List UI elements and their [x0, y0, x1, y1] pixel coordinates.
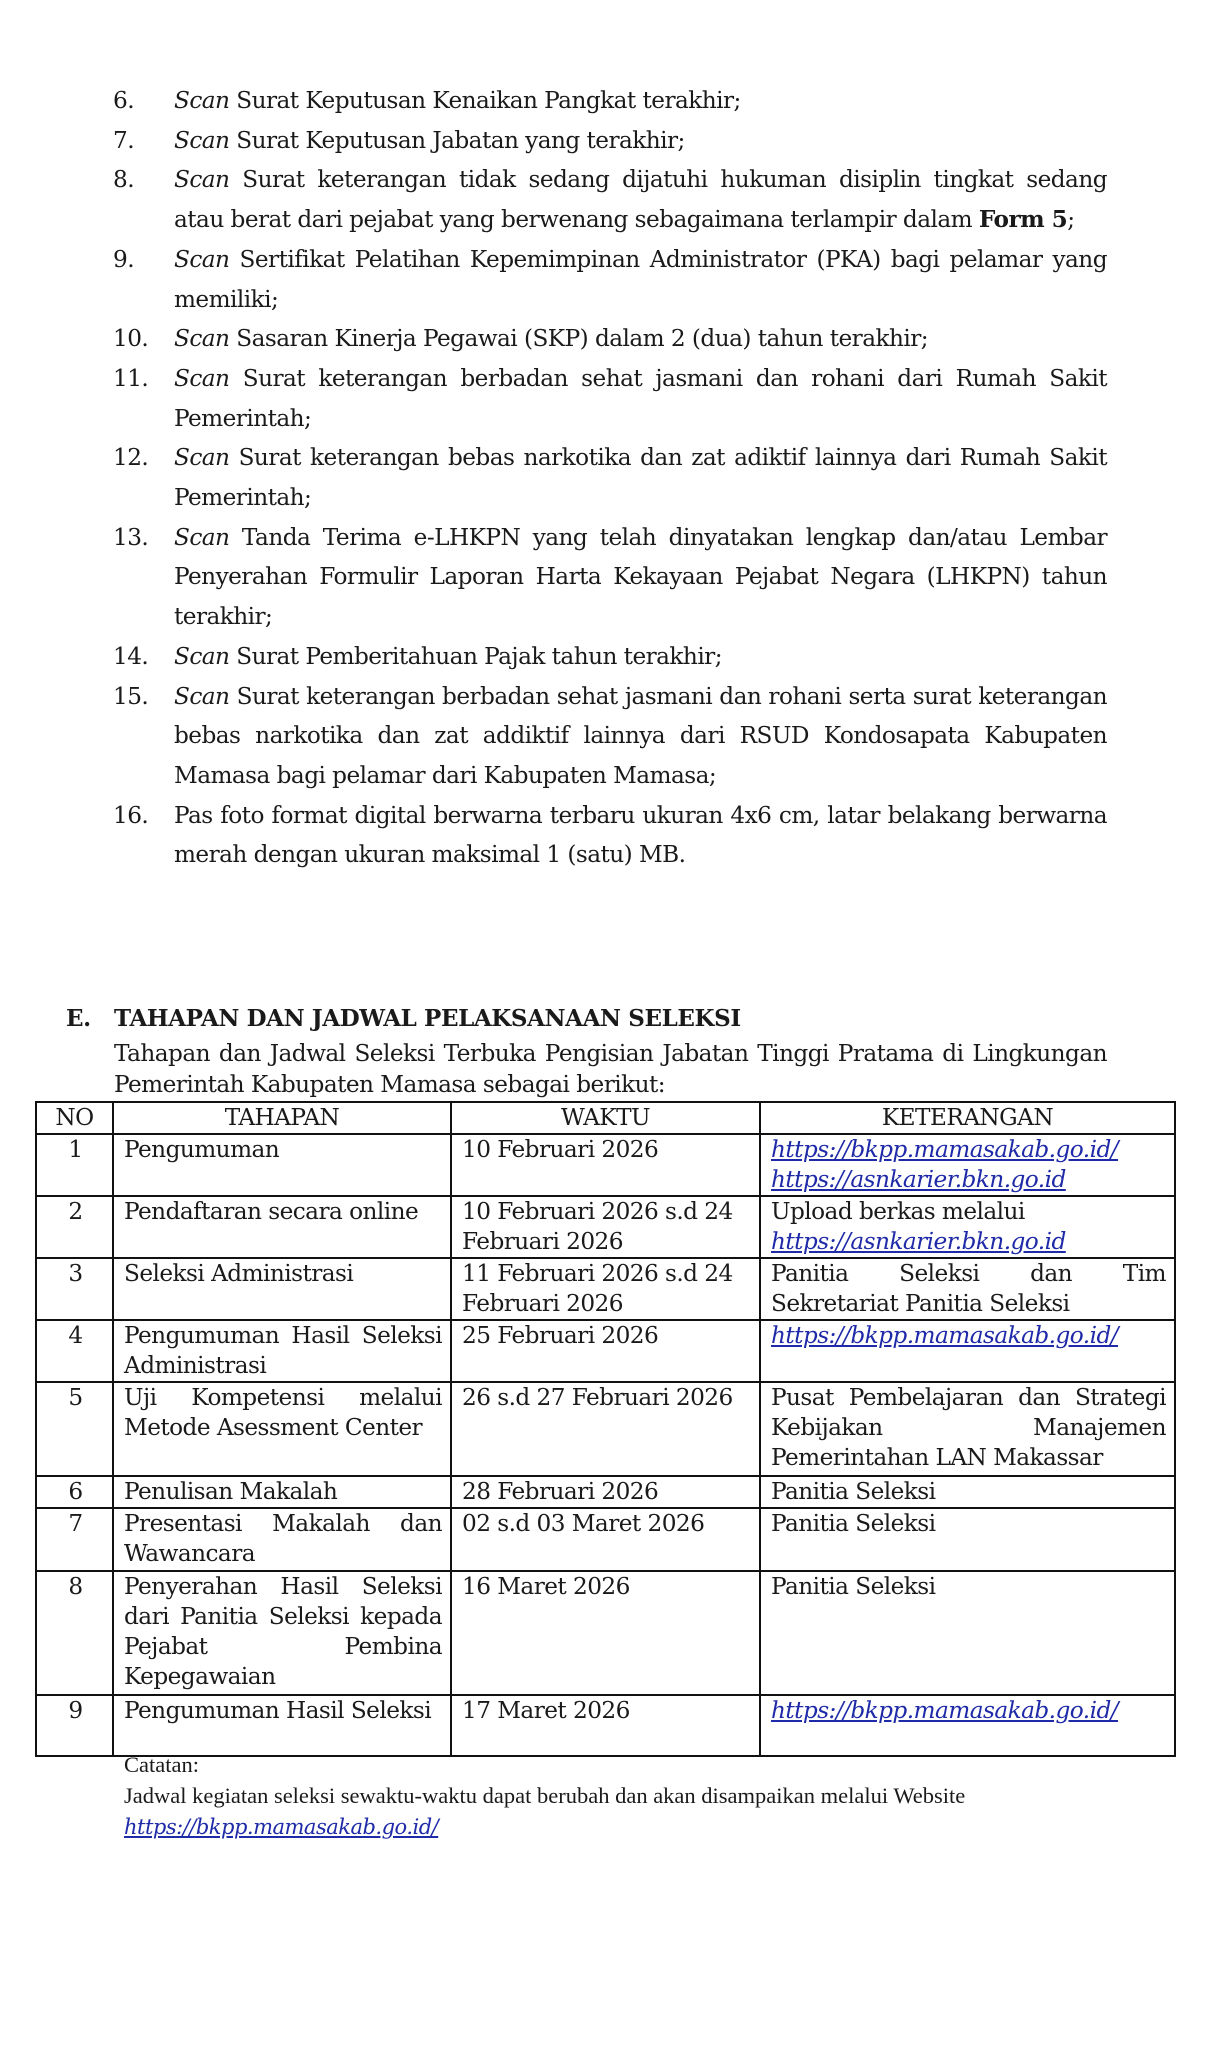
requirement-text: [174, 365, 1107, 432]
requirement-number: 7.: [113, 126, 135, 154]
cell-keterangan: [760, 1196, 1175, 1258]
cell-no: 7: [36, 1508, 113, 1571]
cell-waktu: 10 Februari 2026: [451, 1134, 760, 1196]
requirement-prefix: Scan: [174, 245, 230, 273]
cell-no: 1: [36, 1134, 113, 1196]
requirement-body: Surat keterangan bebas narkotika dan zat adiktif lainnya dari Rumah Sakit Pemerintah;: [174, 444, 1107, 512]
requirement-prefix: Scan: [174, 682, 230, 710]
requirement-number: 14.: [113, 642, 149, 670]
link-bkpp[interactable]: https://bkpp.mamasakab.go.id/: [771, 1697, 1119, 1724]
section-intro: Tahapan dan Jadwal Seleksi Terbuka Pengisian Jabatan Tinggi Pratama di Lingkungan Pemerintah Kabupaten Mamasa sebagai berikut:: [114, 1040, 1107, 1098]
notes-website-link[interactable]: https://bkpp.mamasakab.go.id/: [124, 1815, 439, 1839]
requirement-number: 15.: [113, 682, 149, 710]
cell-tahapan: Presentasi Makalah dan Wawancara: [113, 1508, 451, 1571]
notes-label: Catatan:: [124, 1752, 199, 1777]
table-row: [36, 1695, 1175, 1756]
requirement-body: Sasaran Kinerja Pegawai (SKP) dalam 2 (dua) tahun terakhir;: [229, 325, 929, 353]
requirement-text: [174, 87, 741, 114]
requirement-item: [113, 438, 1107, 517]
cell-no: 2: [36, 1196, 113, 1258]
section-title: TAHAPAN DAN JADWAL PELAKSANAAN SELEKSI: [114, 1005, 741, 1032]
requirement-number: 16.: [113, 801, 149, 829]
requirement-text: [174, 444, 1107, 511]
requirement-number: 11.: [113, 364, 149, 392]
cell-no: 6: [36, 1476, 113, 1508]
cell-tahapan: Penyerahan Hasil Seleksi dari Panitia Seleksi kepada Pejabat Pembina Kepegawaian: [113, 1571, 451, 1695]
requirement-prefix: Scan: [174, 325, 230, 353]
cell-no: 4: [36, 1320, 113, 1382]
link-bkpp[interactable]: https://bkpp.mamasakab.go.id/: [771, 1136, 1119, 1163]
link-bkpp[interactable]: https://bkpp.mamasakab.go.id/: [771, 1322, 1119, 1349]
notes-block: [124, 1749, 1124, 1843]
requirement-body: Sertifikat Pelatihan Kepemimpinan Administrator (PKA) bagi pelamar yang memiliki;: [174, 245, 1107, 313]
cell-keterangan: Panitia Seleksi dan Tim Sekretariat Panitia Seleksi: [760, 1258, 1175, 1320]
table-row: [36, 1508, 1175, 1571]
requirement-body: Surat keterangan tidak sedang dijatuhi hukuman disiplin tingkat sedang atau berat dari pejabat yang berwenang sebagaimana terlampir dalam: [174, 166, 1107, 234]
requirement-text: [174, 246, 1107, 313]
requirement-prefix: Scan: [174, 444, 230, 472]
requirement-prefix: Scan: [174, 126, 230, 154]
requirement-number: 6.: [113, 87, 135, 114]
requirement-number: 13.: [113, 523, 149, 551]
cell-keterangan: [760, 1134, 1175, 1196]
form-reference: Form 5: [978, 206, 1068, 234]
table-row: [36, 1571, 1175, 1695]
cell-tahapan: Uji Kompetensi melalui Metode Asessment Center: [113, 1382, 451, 1476]
table-row: [36, 1134, 1175, 1196]
schedule-table: [35, 1101, 1176, 1757]
section-heading: [66, 1004, 741, 1034]
requirement-number: 8.: [113, 166, 135, 194]
table-row: [36, 1476, 1175, 1508]
requirement-number: 9.: [113, 245, 135, 273]
cell-waktu: 28 Februari 2026: [451, 1476, 760, 1508]
requirement-item: [113, 359, 1107, 438]
cell-no: 5: [36, 1382, 113, 1476]
cell-keterangan: Panitia Seleksi: [760, 1476, 1175, 1508]
cell-tahapan: Pengumuman Hasil Seleksi Administrasi: [113, 1320, 451, 1382]
requirement-item: [113, 319, 1107, 359]
cell-waktu: 11 Februari 2026 s.d 24 Februari 2026: [451, 1258, 760, 1320]
requirement-item: [113, 81, 1107, 121]
requirement-body: Pas foto format digital berwarna terbaru ukuran 4x6 cm, latar belakang berwarna merah dengan ukuran maksimal 1 (satu) MB.: [174, 801, 1107, 869]
requirement-item: [113, 240, 1107, 319]
cell-waktu: 02 s.d 03 Maret 2026: [451, 1508, 760, 1571]
link-asnkarier[interactable]: https://asnkarier.bkn.go.id: [771, 1166, 1066, 1193]
section-letter: E.: [66, 1005, 91, 1032]
requirement-prefix: Scan: [174, 166, 230, 194]
requirement-text: [174, 524, 1107, 630]
requirement-item: [113, 121, 1107, 161]
link-asnkarier[interactable]: https://asnkarier.bkn.go.id: [771, 1228, 1066, 1255]
requirement-item: [113, 518, 1107, 637]
cell-tahapan: Pendaftaran secara online: [113, 1196, 451, 1258]
keterangan-text: Upload berkas melalui: [771, 1198, 1025, 1225]
requirement-number: 12.: [113, 444, 149, 472]
requirement-prefix: Scan: [174, 364, 230, 392]
cell-keterangan: Panitia Seleksi: [760, 1571, 1175, 1695]
requirement-number: 10.: [113, 325, 149, 353]
cell-waktu: 10 Februari 2026 s.d 24 Februari 2026: [451, 1196, 760, 1258]
requirement-text: [174, 127, 685, 154]
requirement-suffix: ;: [1067, 206, 1075, 234]
requirement-prefix: Scan: [174, 523, 230, 551]
cell-tahapan: Seleksi Administrasi: [113, 1258, 451, 1320]
cell-waktu: 26 s.d 27 Februari 2026: [451, 1382, 760, 1476]
header-keterangan: KETERANGAN: [760, 1102, 1175, 1134]
table-row: [36, 1196, 1175, 1258]
cell-keterangan: Pusat Pembelajaran dan Strategi Kebijakan Manajemen Pemerintahan LAN Makassar: [760, 1382, 1175, 1476]
requirement-item: [113, 796, 1107, 875]
table-row: [36, 1382, 1175, 1476]
cell-keterangan: Panitia Seleksi: [760, 1508, 1175, 1571]
cell-no: 3: [36, 1258, 113, 1320]
requirement-prefix: Scan: [174, 87, 230, 114]
requirement-body: Surat Keputusan Kenaikan Pangkat terakhir;: [229, 87, 741, 114]
cell-waktu: 16 Maret 2026: [451, 1571, 760, 1695]
requirement-body: Tanda Terima e-LHKPN yang telah dinyatakan lengkap dan/atau Lembar Penyerahan Formulir Laporan Harta Kekayaan Pejabat Negara (LHKPN) tahun terakhir;: [174, 523, 1107, 631]
requirement-prefix: Scan: [174, 642, 230, 670]
requirement-text: [174, 683, 1107, 789]
requirement-text: [174, 166, 1107, 233]
requirement-text: [174, 802, 1107, 869]
cell-keterangan: [760, 1320, 1175, 1382]
cell-no: 8: [36, 1571, 113, 1695]
requirement-body: Surat Keputusan Jabatan yang terakhir;: [229, 126, 685, 154]
cell-tahapan: Pengumuman: [113, 1134, 451, 1196]
cell-waktu: 25 Februari 2026: [451, 1320, 760, 1382]
requirement-text: [174, 643, 722, 670]
requirement-body: Surat keterangan berbadan sehat jasmani dan rohani serta surat keterangan bebas narkotika dan zat addiktif lainnya dari RSUD Kondosapata Kabupaten Mamasa bagi pelamar dari Kabupaten Mamasa;: [174, 682, 1107, 789]
table-row: [36, 1320, 1175, 1382]
header-waktu: WAKTU: [451, 1102, 760, 1134]
requirement-body: Surat keterangan berbadan sehat jasmani dan rohani dari Rumah Sakit Pemerintah;: [174, 364, 1107, 432]
table-row: [36, 1258, 1175, 1320]
requirement-body: Surat Pemberitahuan Pajak tahun terakhir;: [229, 642, 722, 670]
cell-keterangan: [760, 1695, 1175, 1756]
requirement-item: [113, 677, 1107, 796]
requirement-item: [113, 637, 1107, 677]
cell-waktu: 17 Maret 2026: [451, 1695, 760, 1756]
requirements-list: [113, 81, 1107, 875]
header-no: NO: [36, 1102, 113, 1134]
cell-tahapan: Pengumuman Hasil Seleksi: [113, 1695, 451, 1756]
notes-text: Jadwal kegiatan seleksi sewaktu-waktu dapat berubah dan akan disampaikan melalui Website: [124, 1783, 966, 1808]
requirement-item: [113, 160, 1107, 239]
requirement-text: [174, 325, 928, 352]
header-tahapan: TAHAPAN: [113, 1102, 451, 1134]
table-header-row: [36, 1102, 1175, 1134]
cell-tahapan: Penulisan Makalah: [113, 1476, 451, 1508]
cell-no: 9: [36, 1695, 113, 1756]
